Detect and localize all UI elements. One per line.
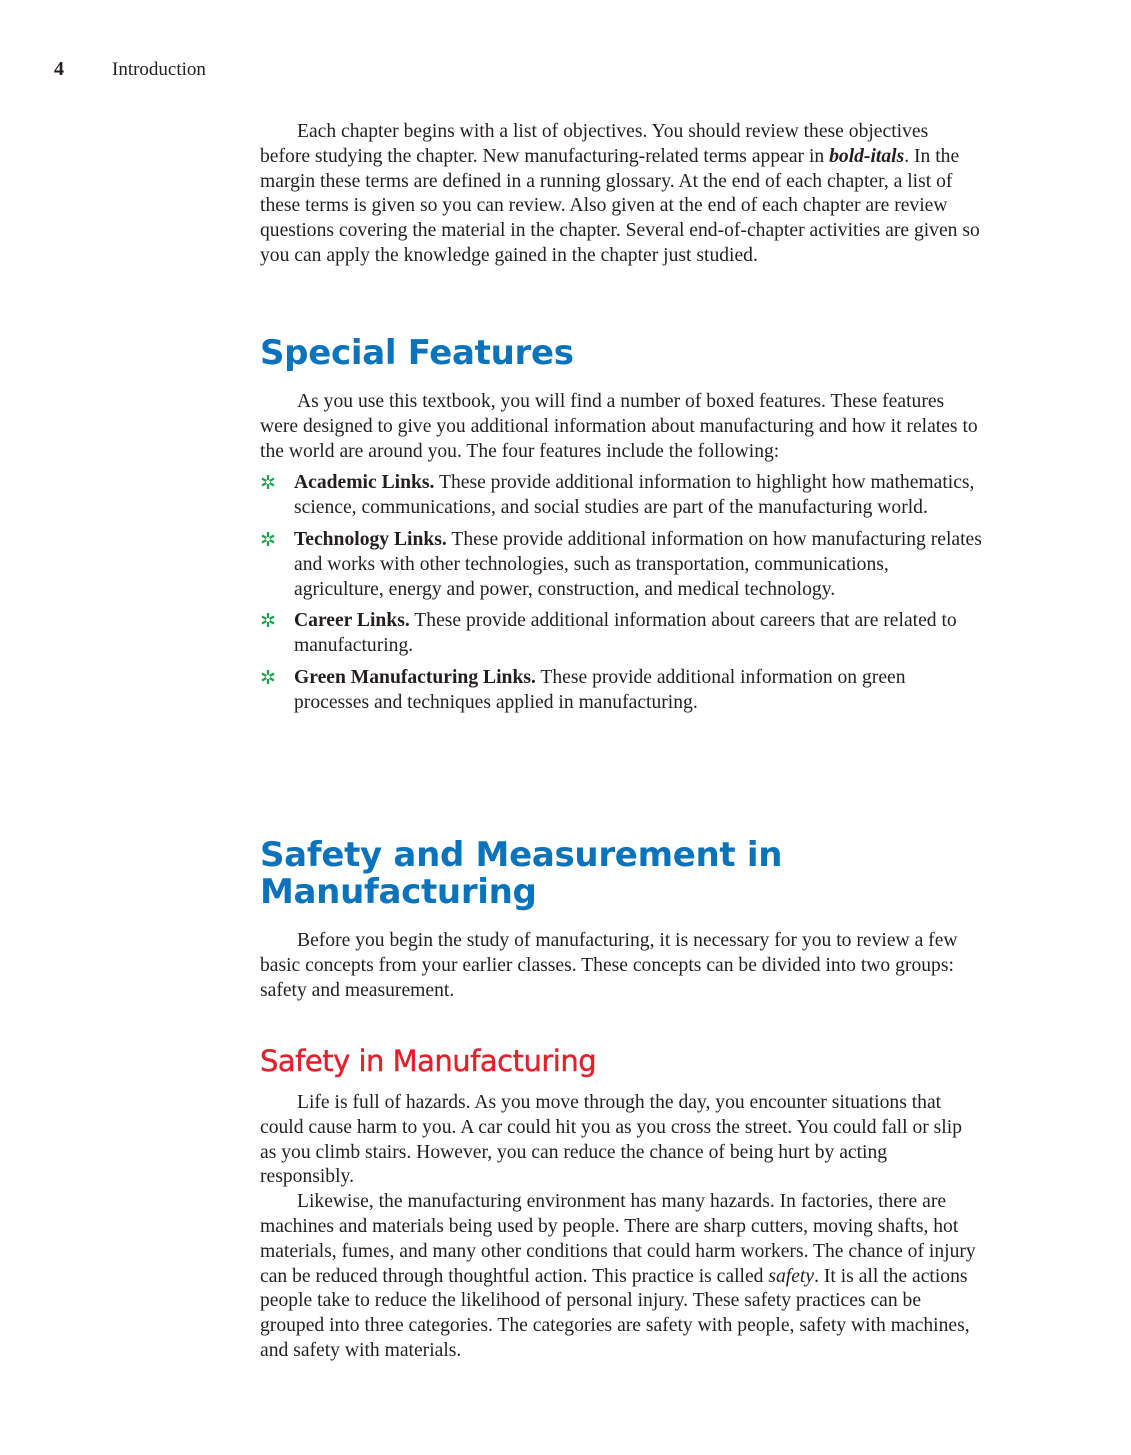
asterisk-bullet-icon: ✲ <box>260 528 276 551</box>
asterisk-bullet-icon: ✲ <box>260 610 276 633</box>
paragraph: Life is full of hazards. As you move through the day, you encounter situations that could cause harm to you. A car could hit you as you cross the street. You could fall or slip as you climb stairs. However, you can reduce the chance of being hurt by acting responsibly. <box>260 1092 962 1188</box>
term: Green Manufacturing Links. <box>294 666 536 688</box>
feature-list <box>260 471 982 715</box>
list-item <box>260 666 982 716</box>
term: Technology Links. <box>294 528 447 550</box>
text: . It is all the actions people take to reduce the likelihood of personal injury. These safety practices can be grouped into three categories. The categories are safety with people, safety with machines, and safety with materials. <box>260 1265 970 1361</box>
term: Career Links. <box>294 610 410 632</box>
asterisk-bullet-icon: ✲ <box>260 472 276 495</box>
text: These provide additional information on green processes and techniques applied in manufacturing. <box>294 666 906 713</box>
bold-itals-term: bold-itals <box>829 145 905 167</box>
list-item <box>260 528 982 602</box>
text: These provide additional information about careers that are related to manufacturing. <box>294 610 957 657</box>
section-heading: Special Features <box>260 333 574 373</box>
safety-measurement-section <box>260 837 982 1003</box>
intro-section <box>260 120 982 269</box>
special-features-section <box>260 335 982 716</box>
text: These provide additional information to highlight how mathematics, science, communications, and social studies are part of the manufacturing world. <box>294 472 975 519</box>
term: Academic Links. <box>294 472 435 494</box>
paragraph: Before you begin the study of manufacturing, it is necessary for you to review a few basic concepts from your earlier classes. These concepts can be divided into two groups: safety and measurement. <box>260 930 958 1001</box>
safety-in-manufacturing-section <box>260 1044 982 1364</box>
text: Each chapter begins with a list of objectives. You should review these objectives before studying the chapter. New manufacturing-related terms appear in <box>260 121 929 167</box>
paragraph <box>260 1190 982 1364</box>
subsection-heading: Safety in Manufacturing <box>260 1044 597 1078</box>
page-number: 4 <box>54 58 64 80</box>
list-item <box>260 471 982 521</box>
running-title: Introduction <box>112 59 206 80</box>
paragraph: As you use this textbook, you will find a number of boxed features. These features were designed to give you additional information about manufacturing and how it relates to the world are around you. The four features include the following: <box>260 391 978 462</box>
text: These provide additional information on how manufacturing relates and works with other technologies, such as transportation, communications, agriculture, energy and power, construction, and medical technology. <box>294 528 982 600</box>
text: . In the margin these terms are defined in a running glossary. At the end of each chapter, a list of these terms is given so you can review. Also given at the end of each chapter are review questions covering the material in the chapter. Several end-of-chapter activities are given so you can apply the knowledge gained in the chapter just studied. <box>260 145 980 266</box>
asterisk-bullet-icon: ✲ <box>260 666 276 689</box>
text: Likewise, the manufacturing environment has many hazards. In factories, there are machines and materials being used by people. There are sharp cutters, moving shafts, hot materials, fumes, and many other conditions that could harm workers. The chance of injury can be reduced through thoughtful action. This practice is called <box>260 1191 976 1287</box>
italic-term: safety <box>768 1265 815 1287</box>
section-heading <box>260 837 982 911</box>
intro-paragraph <box>260 120 982 269</box>
list-item <box>260 609 982 659</box>
heading-line: Manufacturing <box>260 872 537 912</box>
heading-line: Safety and Measurement in <box>260 835 783 875</box>
